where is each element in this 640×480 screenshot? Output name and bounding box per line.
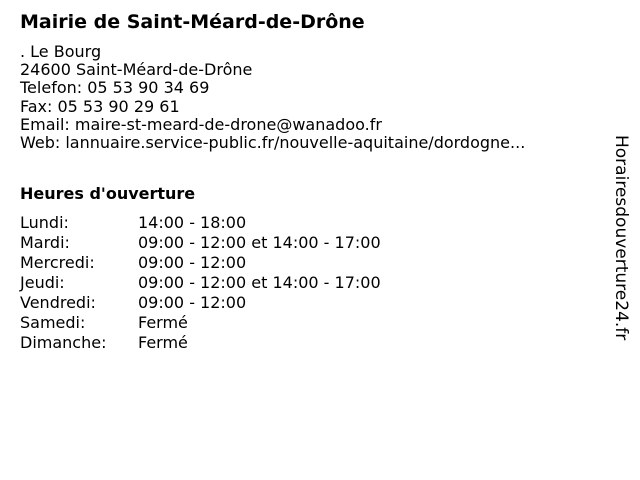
email-address: Email: maire-st-meard-de-drone@wanadoo.fr xyxy=(20,114,382,134)
phone-number: Telefon: 05 53 90 34 69 xyxy=(20,78,210,98)
hours-row-saturday xyxy=(20,313,381,333)
hours-row-thursday xyxy=(20,273,381,293)
page-title: Mairie de Saint-Méard-de-Drône xyxy=(20,11,365,33)
time-value: Fermé xyxy=(138,333,188,352)
hours-row-monday xyxy=(20,213,381,233)
hours-row-wednesday xyxy=(20,253,381,273)
time-value: 09:00 - 12:00 et 14:00 - 17:00 xyxy=(138,273,381,292)
day-label: Mercredi: xyxy=(20,253,95,272)
hours-row-tuesday xyxy=(20,233,381,253)
day-label: Dimanche: xyxy=(20,333,107,352)
city-address: 24600 Saint-Méard-de-Drône xyxy=(20,60,253,80)
site-brand-vertical: Horairesdouverture24.fr xyxy=(611,135,631,341)
hours-heading: Heures d'ouverture xyxy=(20,184,196,203)
day-label: Lundi: xyxy=(20,213,69,232)
opening-hours-list xyxy=(20,213,381,353)
time-value: 14:00 - 18:00 xyxy=(138,213,247,232)
day-label: Vendredi: xyxy=(20,293,96,312)
day-label: Samedi: xyxy=(20,313,86,332)
time-value: Fermé xyxy=(138,313,188,332)
day-label: Mardi: xyxy=(20,233,70,252)
day-label: Jeudi: xyxy=(20,273,65,292)
fax-number: Fax: 05 53 90 29 61 xyxy=(20,96,180,116)
website-link: Web: lannuaire.service-public.fr/nouvelle-aquitaine/dordogne... xyxy=(20,133,526,153)
street-address: . Le Bourg xyxy=(20,42,102,61)
hours-row-friday xyxy=(20,293,381,313)
time-value: 09:00 - 12:00 xyxy=(138,293,247,312)
time-value: 09:00 - 12:00 et 14:00 - 17:00 xyxy=(138,233,381,252)
contact-info xyxy=(20,43,525,152)
time-value: 09:00 - 12:00 xyxy=(138,253,247,272)
hours-row-sunday xyxy=(20,333,381,353)
